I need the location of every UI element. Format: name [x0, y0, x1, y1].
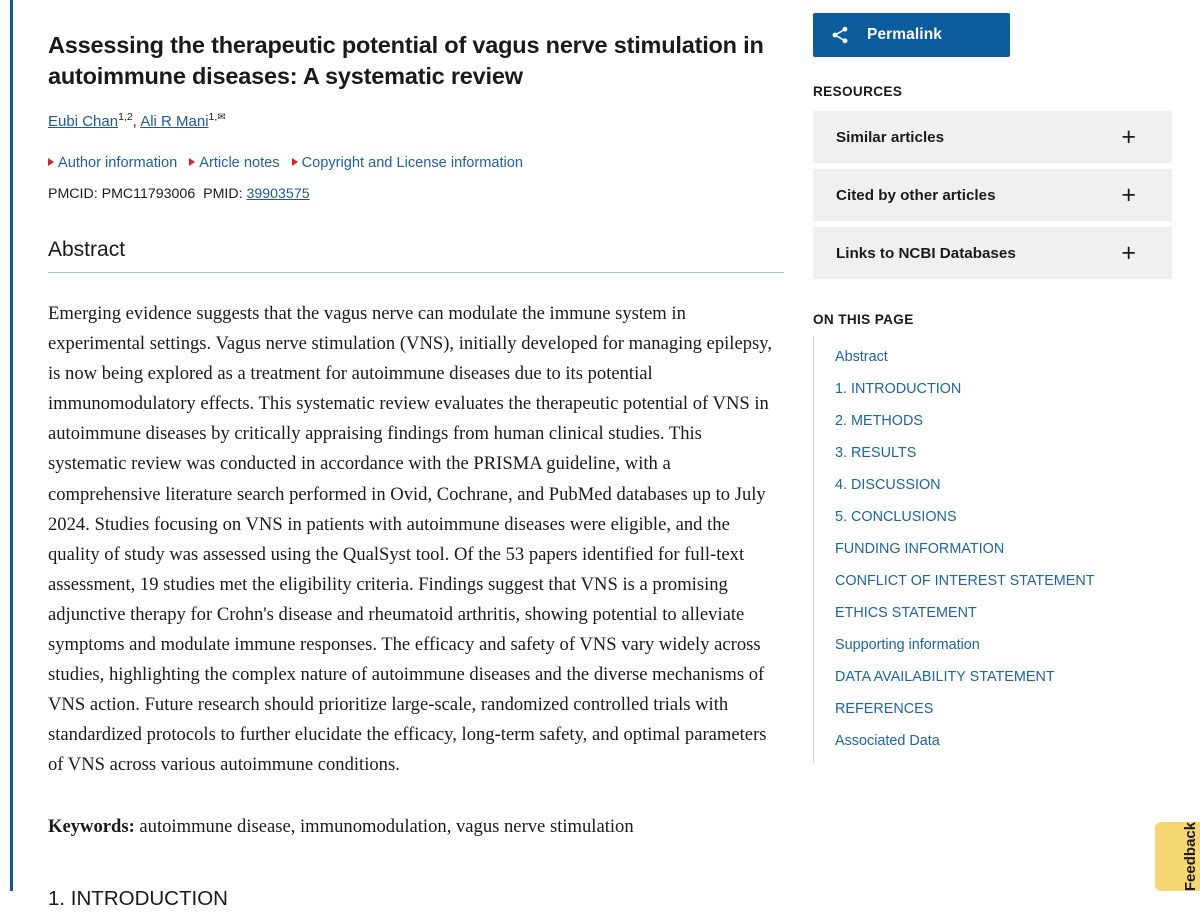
permalink-button[interactable] [813, 13, 1010, 57]
share-icon [813, 25, 867, 45]
resource-row-ncbi-databases[interactable] [813, 227, 1172, 279]
abstract-heading: Abstract [48, 237, 784, 273]
triangle-right-icon [48, 158, 54, 166]
resource-label: Links to NCBI Databases [836, 244, 1016, 262]
toc-item-ethics-statement[interactable]: ETHICS STATEMENT [835, 605, 977, 621]
pmid-link[interactable]: 39903575 [246, 186, 310, 202]
plus-icon[interactable]: + [1121, 122, 1136, 151]
toc-item-supporting-information[interactable]: Supporting information [835, 637, 980, 653]
triangle-right-icon [292, 158, 298, 166]
envelope-icon[interactable]: ✉ [217, 112, 226, 123]
toc-item-conclusions[interactable]: 5. CONCLUSIONS [835, 509, 957, 525]
keywords-line [48, 812, 784, 842]
resource-label: Similar articles [836, 128, 945, 146]
page-title: Assessing the therapeutic potential of vagus nerve stimulation in autoimmune diseases: A systematic review [48, 32, 764, 89]
article-notes-label: Article notes [199, 155, 280, 171]
copyright-license-label: Copyright and License information [301, 155, 524, 171]
author-link-2[interactable]: Ali R Mani [140, 113, 209, 130]
toc-item-methods[interactable]: 2. METHODS [835, 413, 923, 429]
author-separator: , [132, 113, 141, 130]
article-notes-toggle[interactable] [189, 155, 279, 171]
resources-heading: RESOURCES [813, 84, 903, 99]
toc-item-associated-data[interactable]: Associated Data [835, 733, 940, 749]
feedback-label: Feedback [1182, 821, 1200, 892]
toc-item-results[interactable]: 3. RESULTS [835, 445, 917, 461]
toc-item-data-availability[interactable]: DATA AVAILABILITY STATEMENT [835, 669, 1055, 685]
on-this-page-heading: ON THIS PAGE [813, 312, 914, 327]
resources-list [813, 111, 1172, 279]
left-accent-rule [10, 0, 13, 891]
meta-links [48, 154, 784, 172]
author-affiliation-2: 1, [208, 111, 218, 123]
introduction-heading: 1. INTRODUCTION [48, 886, 228, 910]
toc-item-abstract[interactable]: Abstract [835, 349, 888, 365]
on-this-page-list [813, 337, 1172, 763]
resource-row-similar-articles[interactable] [813, 111, 1172, 163]
abstract-body: Emerging evidence suggests that the vagus nerve can modulate the immune system in experimental settings. Vagus nerve stimulation (VNS), initially developed for managing epilepsy, is now being explored as a treatment for autoimmune diseases due to its potential immunomodulatory effects. This systematic review evaluates the therapeutic potential of VNS in autoimmune diseases by critically appraising findings from human clinical studies. This systematic review was conducted in accordance with the PRISMA guideline, with a comprehensive literature search performed in Ovid, Cochrane, and PubMed databases up to July 2024. Studies focusing on VNS in patients with autoimmune diseases were eligible, and the quality of study was assessed using the QualSyst tool. Of the 53 papers identified for full-text assessment, 19 studies met the eligibility criteria. Findings suggest that VNS is a promising adjunctive therapy for Crohn's disease and rheumatoid arthritis, showing potential to alleviate symptoms and modulate immune responses. The efficacy and safety of VNS vary widely across studies, highlighting the complex nature of autoimmune diseases and the diverse mechanisms of VNS action. Future research should prioritize large-scale, randomized controlled trials with standardized protocols to further elucidate the efficacy, long-term safety, and optimal parameters of VNS across various autoimmune conditions. [48, 303, 772, 776]
pmcid-value: PMC11793006 [101, 186, 196, 202]
author-information-toggle[interactable] [48, 155, 177, 171]
author-list [48, 112, 784, 132]
author-affiliation-1: 1,2 [118, 111, 133, 123]
pmid-label: PMID: [203, 186, 243, 202]
toc-item-discussion[interactable]: 4. DISCUSSION [835, 477, 941, 493]
keywords-label: Keywords: [48, 815, 135, 837]
plus-icon[interactable]: + [1121, 180, 1136, 209]
article-column [48, 0, 784, 912]
keywords-value: autoimmune disease, immunomodulation, vagus nerve stimulation [139, 815, 634, 837]
feedback-tab[interactable] [1155, 822, 1200, 891]
permalink-label: Permalink [867, 26, 942, 43]
author-link-1[interactable]: Eubi Chan [48, 113, 119, 130]
article-identifiers [48, 185, 784, 203]
resource-label: Cited by other articles [836, 186, 996, 204]
resource-row-cited-by[interactable] [813, 169, 1172, 221]
sidebar [813, 0, 1172, 763]
plus-icon[interactable]: + [1121, 238, 1136, 267]
copyright-license-toggle[interactable] [292, 155, 523, 171]
toc-item-references[interactable]: REFERENCES [835, 701, 934, 717]
toc-item-funding-information[interactable]: FUNDING INFORMATION [835, 541, 1005, 557]
triangle-right-icon [189, 158, 195, 166]
author-information-label: Author information [58, 155, 178, 171]
toc-item-introduction[interactable]: 1. INTRODUCTION [835, 381, 962, 397]
toc-item-conflict-of-interest[interactable]: CONFLICT OF INTEREST STATEMENT [835, 573, 1095, 589]
pmcid-label: PMCID: [48, 186, 98, 202]
